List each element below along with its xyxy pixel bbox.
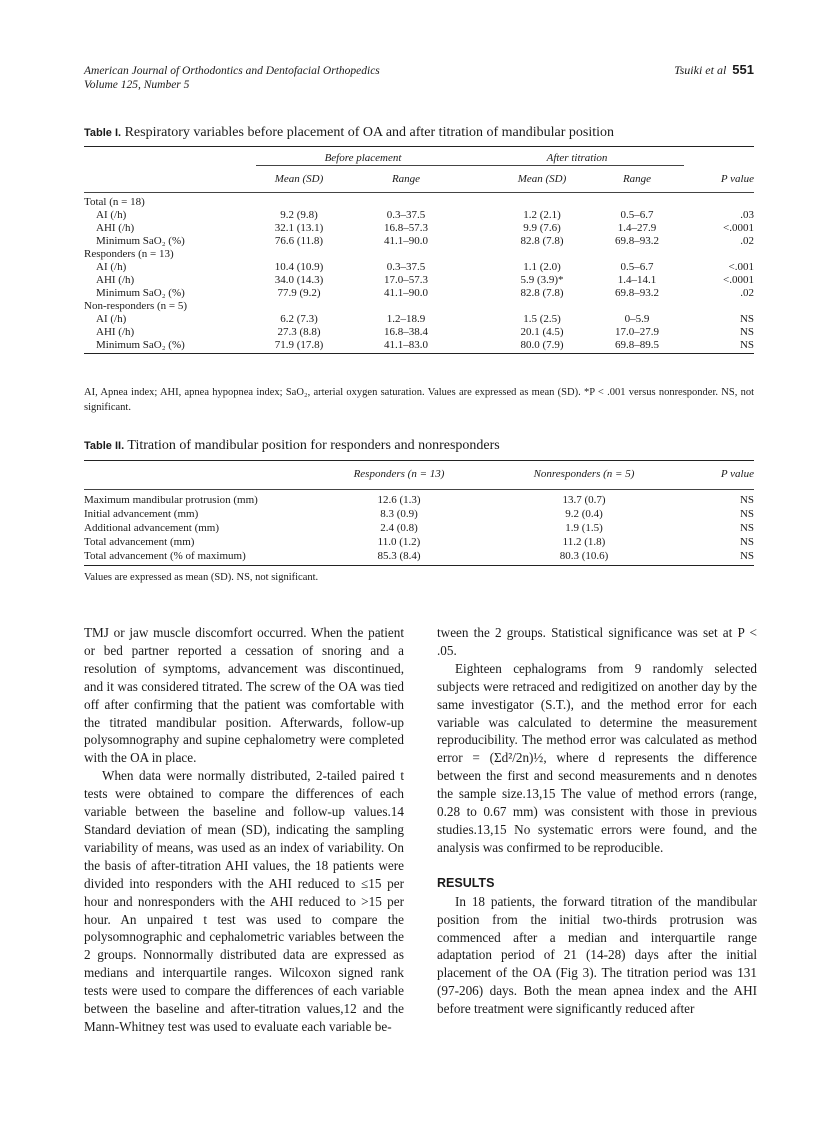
section-heading: Responders (n = 13) — [84, 248, 174, 260]
journal-volume: Volume 125, Number 5 — [84, 79, 190, 91]
row-label: Minimum SaO₂ (%) — [84, 339, 256, 354]
row-label: Total advancement (% of maximum) — [84, 549, 324, 566]
table-row — [84, 549, 754, 566]
cell-after-mean: 5.9 (3.9)* — [520, 274, 564, 286]
group-before: Before placement — [324, 152, 402, 164]
cell-before-range: 0.3–37.5 — [386, 261, 426, 273]
cell-p-value: NS — [684, 339, 754, 354]
row-label: AI (/h) — [96, 313, 127, 325]
running-header-journal — [84, 64, 380, 92]
cell-p-value: NS — [739, 508, 754, 520]
cell-after-mean: 1.2 (2.1) — [523, 209, 561, 221]
row-label: AHI (/h) — [96, 222, 135, 234]
cell-before-range: 0.3–37.5 — [386, 209, 426, 221]
cell-p-value: .02 — [740, 287, 754, 299]
table-row — [84, 287, 754, 300]
row-label: Additional advancement (mm) — [84, 522, 220, 534]
row-label: AI (/h) — [96, 261, 127, 273]
cell-responders: 85.3 (8.4) — [324, 549, 474, 566]
cell-after-mean: 82.8 (7.8) — [520, 235, 564, 247]
cell-after-mean: 82.8 (7.8) — [520, 287, 564, 299]
table2-label: Table II. — [84, 440, 125, 452]
col-mean-before: Mean (SD) — [256, 166, 342, 193]
cell-before-range: 16.8–57.3 — [384, 222, 428, 234]
row-label: Minimum SaO₂ (%) — [96, 287, 185, 299]
cell-p-value: NS — [739, 522, 754, 534]
table-row — [84, 490, 754, 508]
table-row — [84, 209, 754, 222]
cell-p-value: NS — [739, 313, 754, 325]
cell-p-value: <.0001 — [723, 222, 754, 234]
cell-nonresponders: 9.2 (0.4) — [565, 508, 603, 520]
authors: Tsuiki et al — [674, 63, 727, 77]
table-row — [84, 222, 754, 235]
col-p: P value — [720, 172, 754, 185]
cell-before-range: 41.1–90.0 — [384, 287, 428, 299]
table-row — [84, 339, 754, 354]
table1-section-heading-row — [84, 248, 754, 261]
cell-before-range: 1.2–18.9 — [386, 313, 426, 325]
group-after: After titration — [546, 152, 608, 164]
row-label: Minimum SaO₂ (%) — [96, 235, 185, 247]
cell-before-range: 17.0–57.3 — [384, 274, 428, 286]
body-left-column — [84, 624, 404, 1036]
cell-p-value: NS — [694, 490, 754, 508]
table2-title: Titration of mandibular position for responders and nonresponders — [127, 438, 500, 453]
cell-nonresponders: 1.9 (1.5) — [565, 522, 603, 534]
cell-responders: 2.4 (0.8) — [380, 522, 418, 534]
table-row — [84, 313, 754, 326]
col-range-after: Range — [590, 166, 684, 193]
cell-before-mean: 34.0 (14.3) — [274, 274, 324, 286]
col-nonresponders: Nonresponders (n = 5) — [533, 468, 635, 480]
table1-section-heading-row — [84, 193, 754, 210]
cell-before-mean: 10.4 (10.9) — [274, 261, 324, 273]
row-label: Total advancement (mm) — [84, 536, 195, 548]
cell-after-range: 17.0–27.9 — [615, 326, 659, 338]
cell-after-mean: 9.9 (7.6) — [523, 222, 561, 234]
table-row — [84, 507, 754, 521]
table2 — [84, 460, 754, 566]
table2-caption — [84, 438, 500, 454]
cell-nonresponders: 80.3 (10.6) — [474, 549, 694, 566]
section-heading: Total (n = 18) — [84, 196, 145, 208]
paragraph: When data were normally distributed, 2-tailed paired t tests were obtained to compare the differences of each variable between the baseline and follow-up values.14 Standard deviation of mean (SD), indicating the sampling variability of means, was used as an index of variability. On the basis of after-titration AHI values, the 18 patients were divided into responders with the AHI reduced to ≤15 per hour and nonresponders with the AHI reduced to >15 per hour. An unpaired t test was used to compare the polysomnographic and cephalometric variables between the 2 groups. Nonnormally distributed data are expressed as medians and interquartile ranges. Wilcoxon signed rank tests were used to compare the differences of each variable between the baseline and after-titration values,12 and the Mann-Whitney test was used to evaluate each variable be- — [84, 768, 404, 1034]
cell-after-range: 1.4–27.9 — [617, 222, 657, 234]
col-p-value: P value — [720, 468, 754, 480]
table1-label: Table I. — [84, 127, 122, 139]
cell-responders: 11.0 (1.2) — [377, 536, 421, 548]
section-heading: Non-responders (n = 5) — [84, 300, 188, 312]
paragraph: TMJ or jaw muscle discomfort occurred. When the patient or bed partner reported a cessation of snoring and a resolution of symptoms, advancement was discontinued, and it was considered titrated. The screw of the OA was tied off after confirming that the patient was comfortable with the titrated mandibular position. Afterwards, follow-up polysomnography and supine cephalometry were completed with the OA in place. — [84, 625, 404, 766]
table2-footnote: Values are expressed as mean (SD). NS, not significant. — [84, 572, 319, 583]
row-label: AHI (/h) — [96, 274, 135, 286]
cell-before-mean: 32.1 (13.1) — [274, 222, 324, 234]
section-heading-results: RESULTS — [437, 875, 495, 890]
cell-after-mean: 80.0 (7.9) — [470, 339, 590, 354]
cell-after-range: 0.5–6.7 — [620, 261, 654, 273]
cell-after-range: 0.5–6.7 — [620, 209, 654, 221]
cell-p-value: <.0001 — [723, 274, 754, 286]
cell-after-range: 69.8–93.2 — [615, 235, 659, 247]
table1-title: Respiratory variables before placement of OA and after titration of mandibular position — [124, 125, 615, 140]
table1 — [84, 146, 754, 354]
table1-section-heading-row — [84, 300, 754, 313]
body-right-column — [437, 624, 757, 1018]
table-row — [84, 521, 754, 535]
cell-before-range: 16.8–38.4 — [384, 326, 428, 338]
cell-after-range: 69.8–89.5 — [590, 339, 684, 354]
cell-p-value: .03 — [740, 209, 754, 221]
cell-before-mean: 71.9 (17.8) — [256, 339, 342, 354]
cell-after-range: 69.8–93.2 — [615, 287, 659, 299]
cell-p-value: NS — [694, 549, 754, 566]
cell-before-mean: 6.2 (7.3) — [280, 313, 318, 325]
cell-before-mean: 27.3 (8.8) — [277, 326, 321, 338]
cell-responders: 8.3 (0.9) — [380, 508, 418, 520]
cell-nonresponders: 11.2 (1.8) — [562, 536, 606, 548]
table-row — [84, 535, 754, 549]
cell-p-value: .02 — [740, 235, 754, 247]
cell-p-value: NS — [739, 536, 754, 548]
cell-before-mean: 77.9 (9.2) — [277, 287, 321, 299]
running-header-page — [674, 62, 754, 78]
table1-caption — [84, 125, 614, 141]
table-row — [84, 261, 754, 274]
row-label: AHI (/h) — [96, 326, 135, 338]
row-label: AI (/h) — [96, 209, 127, 221]
table1-footnote: AI, Apnea index; AHI, apnea hypopnea index; SaO₂, arterial oxygen saturation. Values are expressed as mean (SD). *P < .001 versus nonresponder. NS, not significant. — [84, 387, 754, 413]
page-number: 551 — [732, 62, 754, 77]
table-row — [84, 235, 754, 248]
cell-before-mean: 9.2 (9.8) — [280, 209, 318, 221]
cell-before-range: 41.1–90.0 — [384, 235, 428, 247]
cell-responders: 12.6 (1.3) — [324, 490, 474, 508]
cell-p-value: NS — [739, 326, 754, 338]
col-range-before: Range — [342, 166, 470, 193]
table-row — [84, 326, 754, 339]
col-responders: Responders (n = 13) — [353, 468, 445, 480]
cell-p-value: <.001 — [728, 261, 754, 273]
cell-after-mean: 1.5 (2.5) — [523, 313, 561, 325]
journal-title: American Journal of Orthodontics and Dentofacial Orthopedics — [84, 65, 380, 77]
cell-after-mean: 20.1 (4.5) — [520, 326, 564, 338]
paragraph: Eighteen cephalograms from 9 randomly selected subjects were retraced and redigitized on another day by the same investigator (S.T.), and the method error for each variable was calculated to determine the measurement reproducibility. The method error was calculated as method error = (Σd²/2n)½, where d represents the difference between the first and second measurements and n denotes the sample size.13,15 The value of method errors (range, 0.28 to 0.67 mm) was consistent with those in previous studies.13,15 No systematic errors were found, and the analysis was confirmed to be reproducible. — [437, 660, 757, 855]
cell-after-range: 1.4–14.1 — [617, 274, 657, 286]
cell-after-mean: 1.1 (2.0) — [523, 261, 561, 273]
cell-before-range: 41.1–83.0 — [342, 339, 470, 354]
row-label: Maximum mandibular protrusion (mm) — [84, 490, 324, 508]
col-mean-after: Mean (SD) — [470, 166, 590, 193]
row-label: Initial advancement (mm) — [84, 508, 199, 520]
cell-nonresponders: 13.7 (0.7) — [474, 490, 694, 508]
cell-after-range: 0–5.9 — [624, 313, 650, 325]
table-row — [84, 274, 754, 287]
paragraph: tween the 2 groups. Statistical significance was set at P < .05. — [437, 625, 757, 658]
cell-before-mean: 76.6 (11.8) — [274, 235, 324, 247]
paragraph: In 18 patients, the forward titration of the mandibular position from the initial two-thirds protrusion was commenced after a median and interquartile range adaptation period of 21 (14-28) days after the initial placement of the OA (Fig 3). The titration period was 131 (97-206) days. Both the mean apnea index and the AHI before treatment were significantly reduced after — [437, 893, 757, 1017]
